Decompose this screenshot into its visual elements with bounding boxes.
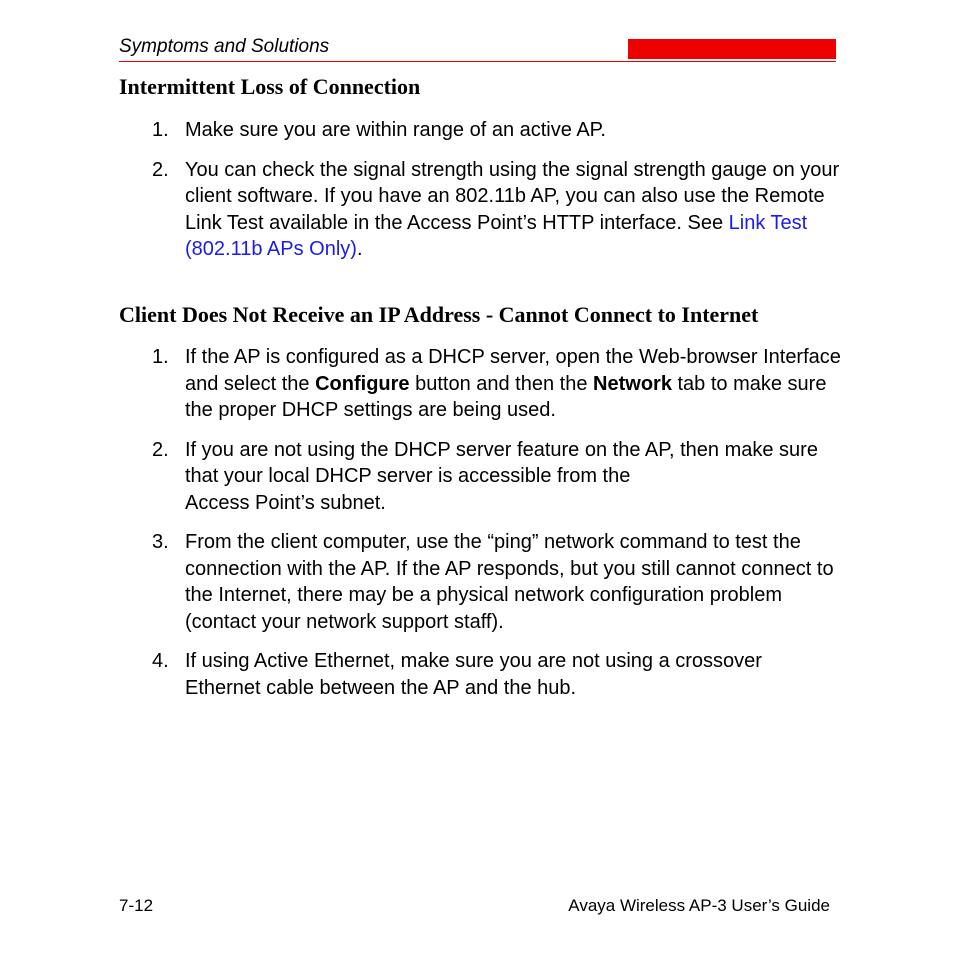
running-head: Symptoms and Solutions xyxy=(119,36,330,57)
item-number: 1. xyxy=(152,119,169,141)
configure-term: Configure xyxy=(315,372,410,395)
section-heading-no-ip-address: Client Does Not Receive an IP Address - Cannot Connect to Internet xyxy=(119,302,759,327)
list-item xyxy=(152,437,842,517)
list-item xyxy=(152,648,842,701)
page-number: 7-12 xyxy=(119,896,154,915)
item-text: From the client computer, use the “ping” network command to test the connection with the AP. If the AP responds, but you still cannot connect to the Internet, there may be a physical network configuration problem (contact your network support staff). xyxy=(185,531,834,633)
header-rule xyxy=(119,61,836,62)
item-number: 1. xyxy=(152,346,169,368)
no-ip-address-steps xyxy=(152,344,842,714)
intermittent-loss-steps xyxy=(152,117,842,276)
list-item xyxy=(152,157,842,263)
item-text: You can check the signal strength using the signal strength gauge on your client software. If you have an 802.11b AP, you can also use the Remote Link Test available in the Access Point’s HTTP interface. See Link Test (802.11b APs Only). xyxy=(185,158,840,260)
item-text: If using Active Ethernet, make sure you are not using a crossover Ethernet cable between the AP and the hub. xyxy=(185,650,762,699)
item-text: If you are not using the DHCP server feature on the AP, then make sure that your local DHCP server is accessible from the Access Point’s subnet. xyxy=(185,438,818,514)
item-number: 2. xyxy=(152,438,169,461)
list-item xyxy=(152,117,842,144)
item-number: 2. xyxy=(152,158,169,181)
list-item xyxy=(152,529,842,635)
network-term: Network xyxy=(593,372,672,395)
book-title: Avaya Wireless AP-3 User’s Guide xyxy=(568,896,830,915)
item-number: 4. xyxy=(152,650,169,672)
link-test-link[interactable]: Link Test (802.11b APs Only) xyxy=(185,211,808,260)
header-accent-bar xyxy=(628,39,836,59)
list-item xyxy=(152,344,842,424)
section-heading-intermittent-loss: Intermittent Loss of Connection xyxy=(119,74,421,99)
item-text: If the AP is configured as a DHCP server, open the Web-browser Interface and select the Configure button and then the Network tab to make sure the proper DHCP settings are being used. xyxy=(185,346,841,421)
item-text: Make sure you are within range of an active AP. xyxy=(185,119,606,141)
item-number: 3. xyxy=(152,531,169,553)
